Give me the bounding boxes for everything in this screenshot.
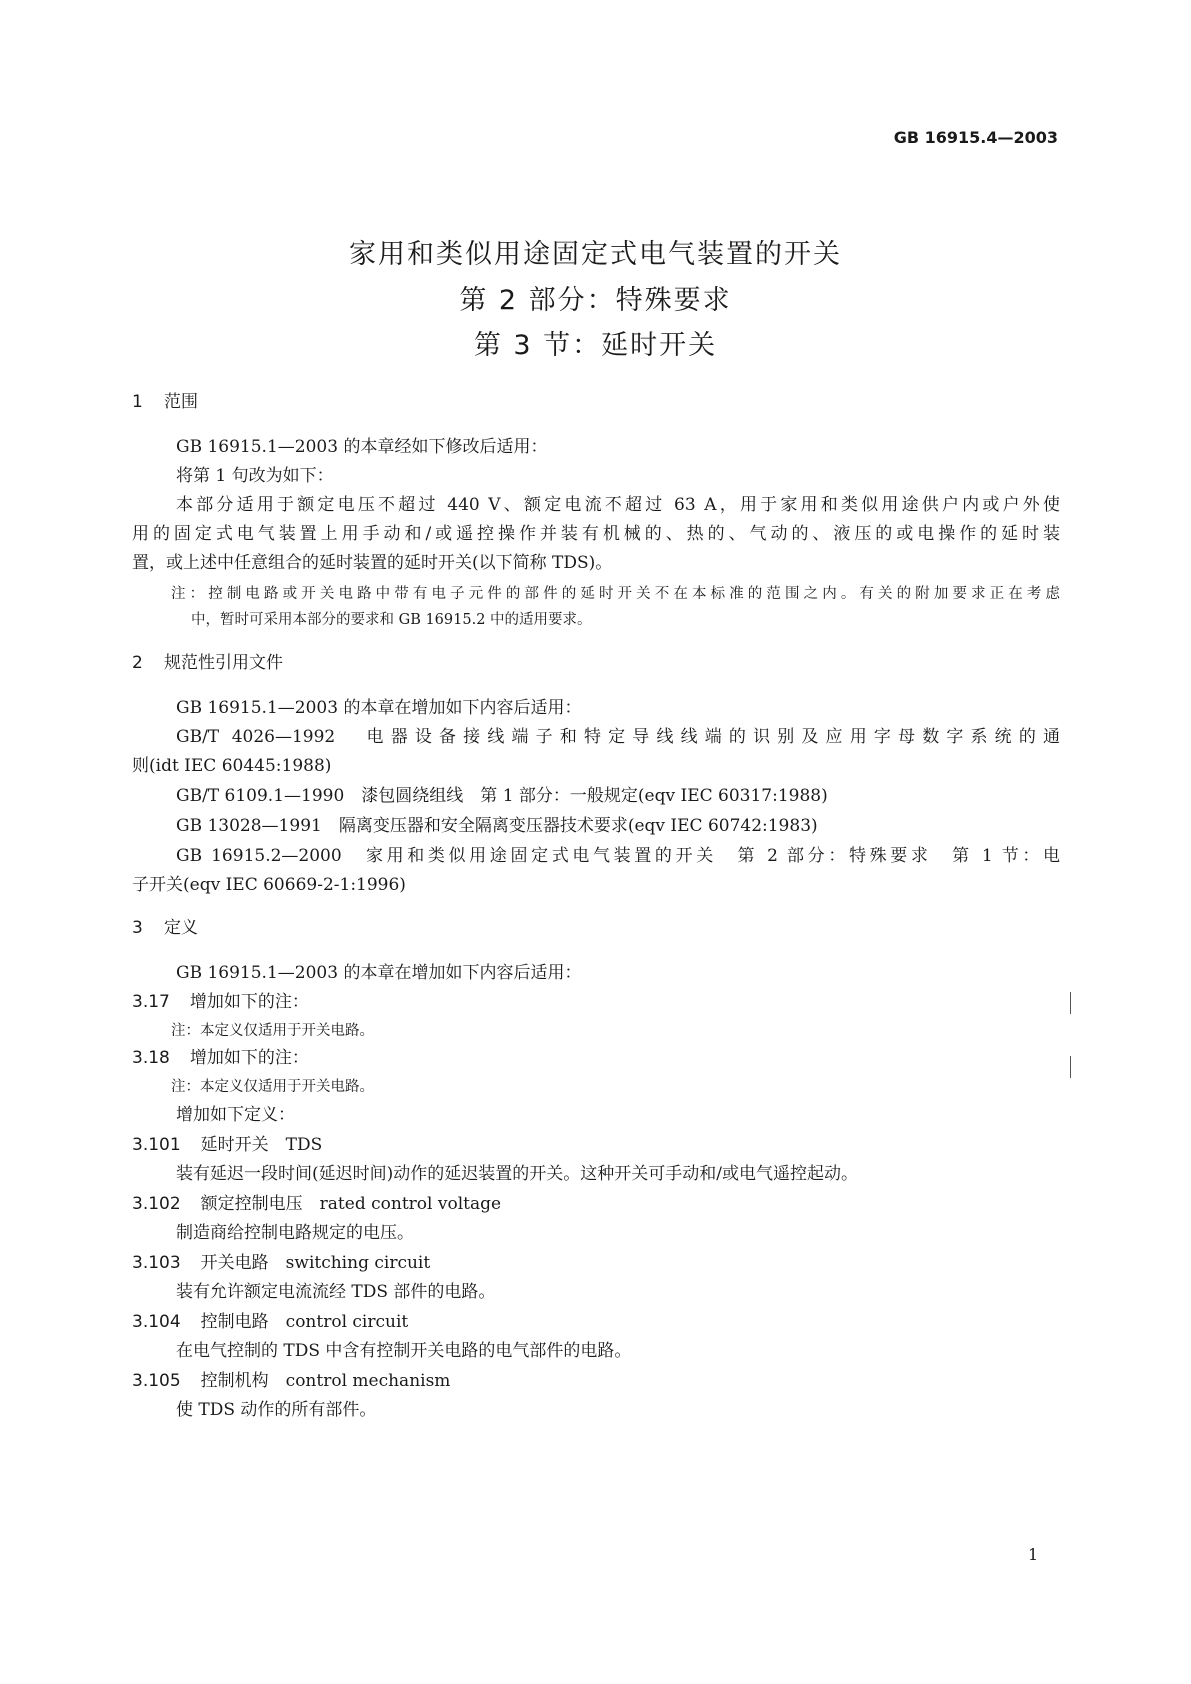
definition-text: 装有延迟一段时间(延迟时间)动作的延迟装置的开关。这种开关可手动和/或电气遥控起动。 <box>176 1164 858 1184</box>
definition-term: 额定控制电压 rated control voltage <box>200 1194 502 1214</box>
change-bar <box>1070 992 1071 1014</box>
paragraph: GB 16915.1—2003 的本章在增加如下内容后适用： <box>176 963 582 983</box>
definition-3-101 <box>132 1134 322 1156</box>
note: 注：本定义仅适用于开关电路。 <box>171 1023 374 1039</box>
title-line-1: 家用和类似用途固定式电气装置的开关 <box>349 239 842 270</box>
clause-number: 3.18 <box>132 1048 170 1068</box>
definition-term: 控制机构 control mechanism <box>200 1371 451 1391</box>
paragraph: 置，或上述中任意组合的延时装置的延时开关(以下简称 TDS)。 <box>132 553 613 573</box>
section-1-heading <box>132 391 198 413</box>
paragraph: 将第 1 句改为如下： <box>176 466 334 486</box>
note: 注：控制电路或开关电路中带有电子元件的部件的延时开关不在本标准的范围之内。有关的附加要求正在考虑 <box>171 586 1060 602</box>
paragraph: GB 16915.1—2003 的本章在增加如下内容后适用： <box>176 698 582 718</box>
note: 中，暂时可采用本部分的要求和 GB 16915.2 中的适用要求。 <box>191 612 592 628</box>
definition-text: 在电气控制的 TDS 中含有控制开关电路的电气部件的电路。 <box>176 1341 632 1361</box>
paragraph: 增加如下定义： <box>176 1105 295 1125</box>
definition-3-102 <box>132 1193 501 1215</box>
definition-3-104 <box>132 1311 408 1333</box>
definition-term: 延时开关 TDS <box>200 1135 323 1155</box>
definition-text: 使 TDS 动作的所有部件。 <box>176 1400 377 1420</box>
standard-number: GB 16915.4—2003 <box>893 128 1058 147</box>
clause-3-17 <box>132 991 309 1013</box>
section-title: 定义 <box>164 918 198 938</box>
definition-3-103 <box>132 1252 430 1274</box>
definition-3-105 <box>132 1370 450 1392</box>
section-2-heading <box>132 652 283 674</box>
change-bar <box>1070 1056 1071 1078</box>
paragraph: 本部分适用于额定电压不超过 440 V、额定电流不超过 63 A，用于家用和类似用途供户内或户外使 <box>176 495 1060 515</box>
clause-text: 增加如下的注： <box>189 992 309 1012</box>
section-number: 2 <box>132 653 143 673</box>
reference: 子开关(eqv IEC 60669-2-1:1996) <box>132 875 406 895</box>
reference: GB 13028—1991 隔离变压器和安全隔离变压器技术要求(eqv IEC 60742:1983) <box>176 816 818 836</box>
clause-3-18 <box>132 1047 309 1069</box>
definition-term: 控制电路 control circuit <box>200 1312 409 1332</box>
paragraph: 用的固定式电气装置上用手动和/或遥控操作并装有机械的、热的、气动的、液压的或电操作的延时装 <box>132 524 1060 544</box>
section-number: 1 <box>132 392 143 412</box>
definition-text: 装有允许额定电流流经 TDS 部件的电路。 <box>176 1282 496 1302</box>
clause-number: 3.103 <box>132 1253 181 1273</box>
definition-term: 开关电路 switching circuit <box>200 1253 431 1273</box>
section-title: 规范性引用文件 <box>164 653 283 673</box>
paragraph: GB 16915.1—2003 的本章经如下修改后适用： <box>176 437 548 457</box>
reference: 则(idt IEC 60445:1988) <box>132 756 332 776</box>
section-3-heading <box>132 917 198 939</box>
reference: GB 16915.2—2000 家用和类似用途固定式电气装置的开关 第 2 部分：特殊要求 第 1 节：电 <box>176 846 1060 866</box>
section-title: 范围 <box>164 392 198 412</box>
reference: GB/T 4026—1992 电器设备接线端子和特定导线线端的识别及应用字母数字系统的通 <box>176 727 1060 747</box>
note: 注：本定义仅适用于开关电路。 <box>171 1079 374 1095</box>
clause-number: 3.101 <box>132 1135 181 1155</box>
section-number: 3 <box>132 918 143 938</box>
clause-number: 3.104 <box>132 1312 181 1332</box>
definition-text: 制造商给控制电路规定的电压。 <box>176 1223 414 1243</box>
clause-number: 3.102 <box>132 1194 181 1214</box>
page-number: 1 <box>1028 1545 1039 1564</box>
title-line-2: 第 2 部分：特殊要求 <box>459 285 732 316</box>
clause-number: 3.17 <box>132 992 170 1012</box>
reference: GB/T 6109.1—1990 漆包圆绕组线 第 1 部分：一般规定(eqv IEC 60317:1988) <box>176 786 828 806</box>
title-line-3: 第 3 节：延时开关 <box>473 330 718 361</box>
clause-text: 增加如下的注： <box>189 1048 309 1068</box>
clause-number: 3.105 <box>132 1371 181 1391</box>
